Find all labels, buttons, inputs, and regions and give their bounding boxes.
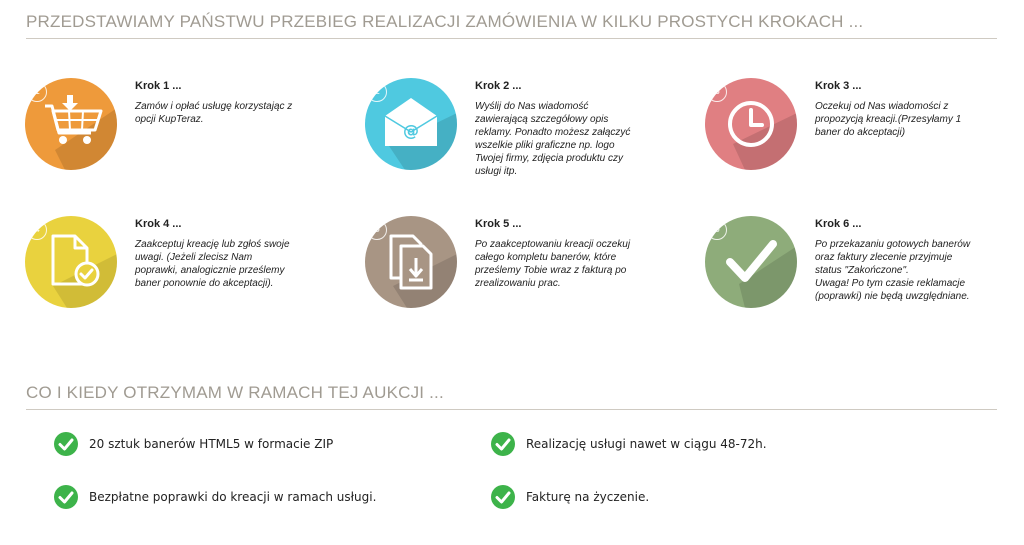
step-description: Zaakceptuj kreację lub zgłoś swoje uwagi. (Jeżeli zlecisz Nam poprawki, analogicznie prześlemy baner ponownie do akceptacji).: [135, 239, 290, 289]
step-2: [365, 78, 695, 178]
benefits-section-title: CO I KIEDY OTRZYMAM W RAMACH TEJ AUKCJI ...: [26, 383, 997, 410]
svg-text:@: @: [403, 121, 419, 140]
benefit-text: Realizację usługi nawet w ciągu 48-72h.: [526, 437, 767, 451]
step-number: 2: [367, 82, 387, 102]
step-title: Krok 4 ...: [135, 218, 182, 230]
step-description: Po przekazaniu gotowych banerów oraz faktury zlecenie przyjmuje status "Zakończone". Uwaga! Po tym czasie reklamacje (poprawki) nie będą uwzględniane.: [815, 239, 971, 302]
step-3-badge: [705, 78, 797, 170]
step-5: [365, 216, 695, 316]
step-4: [25, 216, 355, 316]
check-circle-icon: [54, 485, 78, 509]
step-description: Po zaakceptowaniu kreacji oczekuj całego kompletu banerów, które prześlemy Tobie wraz z fakturą po zrealizowaniu prac.: [475, 239, 631, 289]
step-title: Krok 5 ...: [475, 218, 522, 230]
step-2-badge: [365, 78, 457, 170]
check-circle-icon: [491, 432, 515, 456]
step-5-badge: [365, 216, 457, 308]
step-title: Krok 2 ...: [475, 80, 522, 92]
benefit-text: Fakturę na życzenie.: [526, 490, 650, 504]
step-number: 4: [27, 220, 47, 240]
step-1: [25, 78, 355, 178]
step-description: Zamów i opłać usługę korzystając z opcji KupTeraz.: [135, 101, 293, 125]
benefit-text: Bezpłatne poprawki do kreacji w ramach usługi.: [89, 490, 377, 504]
step-3: [705, 78, 1024, 178]
step-number: 6: [707, 220, 727, 240]
step-6: [705, 216, 1024, 316]
step-1-badge: [25, 78, 117, 170]
step-description: Wyślij do Nas wiadomość zawierającą szczegółowy opis reklamy. Ponadto możesz załączyć wszelkie pliki graficzne np. logo Twojej firmy, zdjęcia produktu czy usługi itp.: [475, 101, 631, 177]
steps-section-title: PRZEDSTAWIAMY PAŃSTWU PRZEBIEG REALIZACJI ZAMÓWIENIA W KILKU PROSTYCH KROKACH ...: [26, 12, 997, 39]
step-6-badge: [705, 216, 797, 308]
check-circle-icon: [54, 432, 78, 456]
step-title: Krok 1 ...: [135, 80, 182, 92]
step-number: 5: [367, 220, 387, 240]
benefit-text: 20 sztuk banerów HTML5 w formacie ZIP: [89, 437, 334, 451]
step-4-badge: [25, 216, 117, 308]
step-description: Oczekuj od Nas wiadomości z propozycją kreacji.(Przesyłamy 1 baner do akceptacji): [815, 101, 962, 138]
step-number: 3: [707, 82, 727, 102]
check-circle-icon: [491, 485, 515, 509]
step-title: Krok 3 ...: [815, 80, 862, 92]
step-title: Krok 6 ...: [815, 218, 862, 230]
step-number: 1: [27, 82, 47, 102]
